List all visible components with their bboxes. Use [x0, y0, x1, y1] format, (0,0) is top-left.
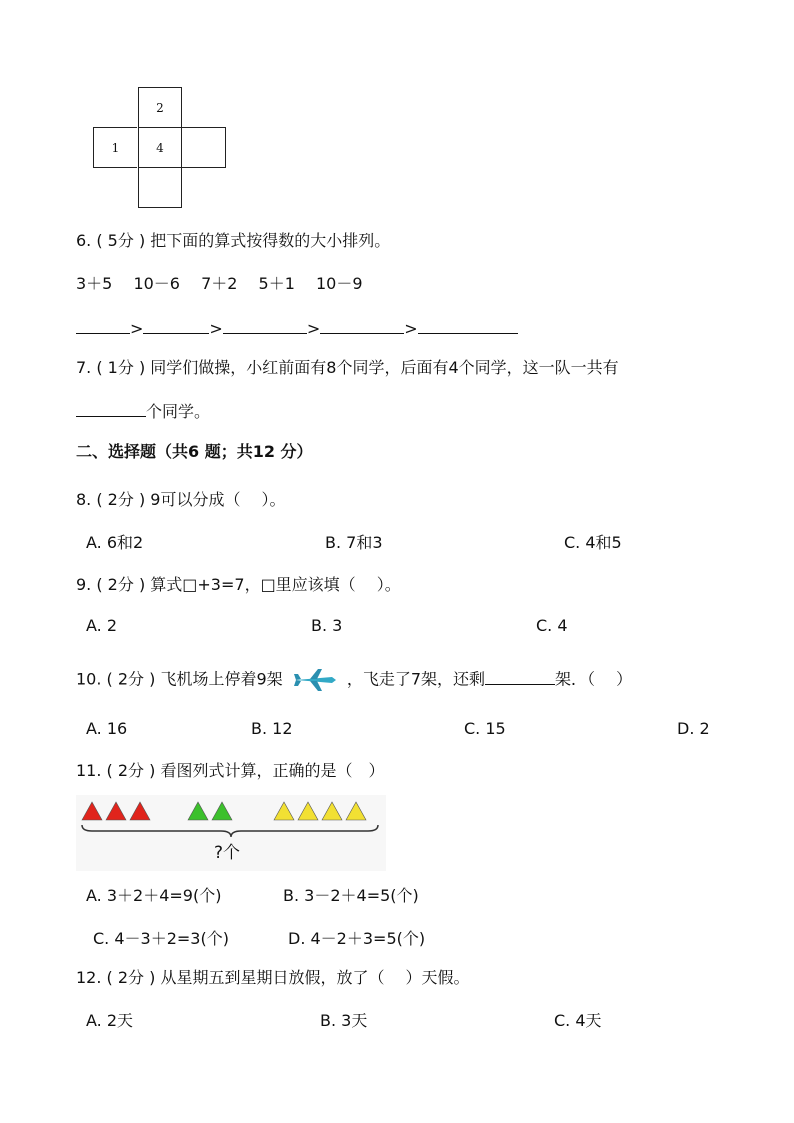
q10-blank[interactable] — [485, 668, 555, 685]
section-2-title: 二、选择题（共6 题；共12 分） — [76, 442, 313, 461]
yellow-triangle — [322, 802, 342, 820]
q6-expressions: 3＋5 10－6 7＋2 5＋1 10－9 — [76, 274, 363, 293]
q8-option-c[interactable]: C. 4和5 — [564, 533, 622, 552]
red-triangle — [82, 802, 102, 820]
gt-sign: > — [404, 319, 418, 338]
figure-question-label: ?个 — [214, 843, 241, 863]
yellow-triangle — [346, 802, 366, 820]
red-triangle — [130, 802, 150, 820]
net-left-label: 1 — [111, 140, 120, 155]
q7-line2 — [76, 400, 210, 422]
q6-blank-5[interactable] — [418, 317, 518, 334]
q9-option-a[interactable]: A. 2 — [86, 616, 118, 635]
net-top-label: 2 — [156, 100, 164, 115]
brace-shape — [82, 825, 378, 837]
q6-blank-1[interactable] — [76, 317, 130, 334]
q12-title: 12. ( 2分 ) 从星期五到星期日放假，放了（ ）天假。 — [76, 968, 470, 987]
q6-blank-2[interactable] — [143, 317, 209, 334]
triangles-figure — [76, 795, 386, 871]
q7-line2-suffix: 个同学。 — [146, 402, 211, 421]
gt-sign: > — [209, 319, 223, 338]
q12-option-b[interactable]: B. 3天 — [320, 1011, 368, 1030]
q11-option-b[interactable]: B. 3－2＋4=5(个) — [283, 886, 419, 905]
q9-option-c[interactable]: C. 4 — [536, 616, 568, 635]
q6-answer-line — [76, 317, 518, 339]
green-triangle — [212, 802, 232, 820]
q12-option-a[interactable]: A. 2天 — [86, 1011, 134, 1030]
net-cell-bottom — [138, 168, 182, 208]
q9-title: 9. ( 2分 ) 算式□+3=7，□里应该填（ ）。 — [76, 575, 401, 594]
net-cell-top — [138, 87, 182, 127]
q6-blank-3[interactable] — [223, 317, 307, 334]
yellow-triangle — [298, 802, 318, 820]
net-center-label: 4 — [156, 140, 164, 155]
red-triangle — [106, 802, 126, 820]
q10-suffix: ，飞走了7架，还剩 — [346, 669, 486, 689]
gt-sign: > — [130, 319, 144, 338]
q10-option-c[interactable]: C. 15 — [464, 719, 506, 738]
q11-option-c[interactable]: C. 4－3＋2=3(个) — [93, 929, 229, 948]
q10-end: 架．（ ） — [555, 669, 633, 689]
q6-blank-4[interactable] — [320, 317, 404, 334]
q10-option-a[interactable]: A. 16 — [86, 719, 128, 738]
q10-option-d[interactable]: D. 2 — [677, 719, 710, 738]
net-cell-right — [182, 127, 226, 168]
net-cell-center — [138, 127, 182, 168]
q10-prefix: 10. ( 2分 ) 飞机场上停着9架 — [76, 669, 283, 689]
net-cell-left — [93, 127, 137, 168]
q11-option-a[interactable]: A. 3＋2＋4=9(个) — [86, 886, 222, 905]
q11-title: 11. ( 2分 ) 看图列式计算，正确的是（ ） — [76, 761, 385, 780]
gt-sign: > — [306, 319, 321, 338]
airplane-icon — [292, 667, 338, 693]
green-triangle — [188, 802, 208, 820]
q7-line1: 7. ( 1分 ) 同学们做操，小红前面有8个同学，后面有4个同学，这一队一共有 — [76, 358, 619, 377]
q10-line — [76, 667, 632, 693]
q8-option-a[interactable]: A. 6和2 — [86, 533, 144, 552]
cube-net-figure — [93, 87, 227, 208]
q8-title: 8. ( 2分 ) 9可以分成（ ）。 — [76, 490, 286, 509]
q11-option-d[interactable]: D. 4－2＋3=5(个) — [288, 929, 426, 948]
q8-option-b[interactable]: B. 7和3 — [325, 533, 383, 552]
q6-title: 6. ( 5分 ) 把下面的算式按得数的大小排列。 — [76, 231, 391, 250]
q10-option-b[interactable]: B. 12 — [251, 719, 293, 738]
q9-option-b[interactable]: B. 3 — [311, 616, 343, 635]
q7-blank[interactable] — [76, 400, 146, 417]
yellow-triangle — [274, 802, 294, 820]
q12-option-c[interactable]: C. 4天 — [554, 1011, 602, 1030]
